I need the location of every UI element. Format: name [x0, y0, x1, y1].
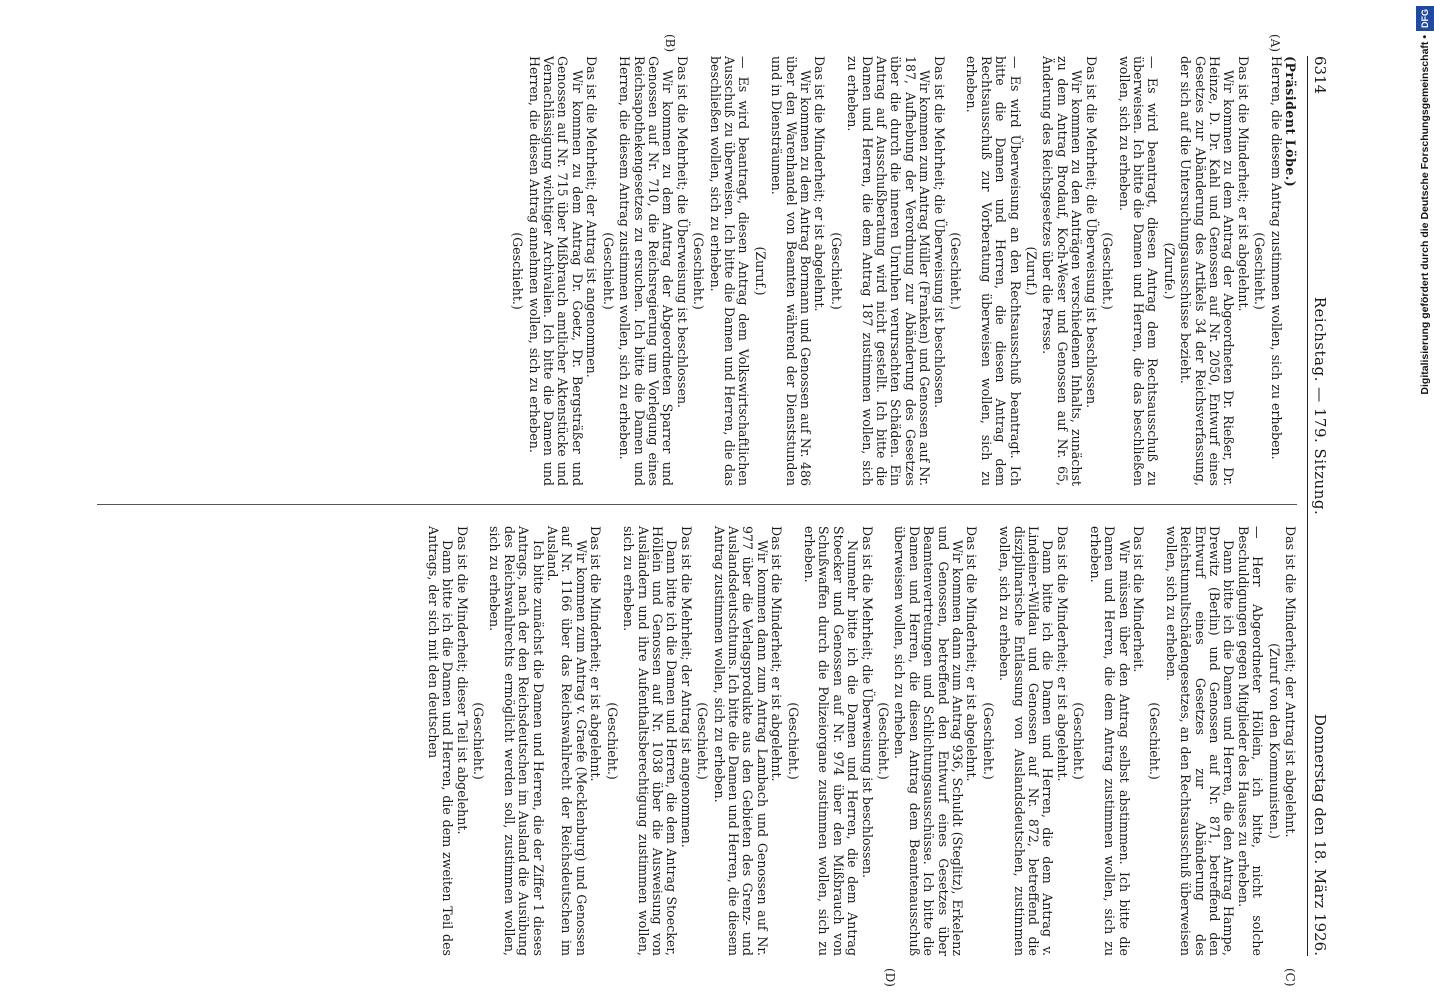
session-title: Reichstag. — 179. Sitzung. — [1311, 296, 1329, 516]
watermark-label: Digitalisierung gefördert durch die Deutsche Forschungsgemeinschaft • — [1419, 35, 1431, 395]
paragraph: Das ist die Minderheit; er ist abgelehnt. — [588, 526, 604, 782]
stage-direction: (Geschieht.) — [1071, 702, 1087, 780]
stage-direction: (Geschieht.) — [510, 232, 526, 310]
paragraph: Das ist die Mehrheit; der Antrag ist angenommen. — [678, 526, 694, 848]
paragraph: Das ist die Minderheit; er ist abgelehnt. — [812, 56, 828, 312]
paragraph: Das ist die Minderheit; er ist abgelehnt. — [964, 526, 980, 782]
stage-direction: (Zuruf.) — [1024, 246, 1040, 296]
stage-direction: (Geschieht.) — [600, 232, 616, 310]
paragraph: Das ist die Mehrheit; die Überweisung ist beschlossen. — [1083, 56, 1099, 409]
paragraph: Wir kommen zum Antrag Müller (Franken) und Genossen auf Nr. 187, Aufhebung der Verordnung zur Abänderung des Gesetzes über die durch die inneren Unruhen verursachten Schäden. Ein Antrag auf Ausschußberatung wird nicht gestellt. Ich bitte die Damen und Herren, die dem Antrag 187 zustimmen wollen, sich zu erheben. — [845, 56, 933, 486]
paragraph: Wir kommen zu dem Antrag der Abgeordneten Dr. Rießer, Dr. Heinze, D. Dr. Kahl und Genossen auf Nr. 2050, Entwurf eines Gesetzes zur Abänderung des Artikels 34 der Reichsverfassung, der sich auf die Untersuchungsausschüsse bezieht. — [1178, 56, 1237, 486]
margin-marker-d: (D) — [883, 968, 897, 987]
paragraph: Das ist die Minderheit; er ist abgelehnt. — [1235, 56, 1251, 312]
paragraph: Dann bitte ich die Damen und Herren, die den Antrag Hampe, Drewitz (Berlin) und Genossen auf Nr. 871, betreffend den Entwurf eines Gesetzes zur Abänderung des Reichstumultschädengesetzes, an den Rechtsausschuß überweisen wollen, sich zu erheben. — [1163, 526, 1237, 956]
session-date: Donnerstag den 18. März 1926. — [1311, 713, 1329, 956]
speaker-label: (Präsident Löbe.) — [1283, 56, 1298, 188]
paragraph: — Herr Abgeordneter Höllein, ich bitte, nicht solche Beschuldigungen gegen Mitglieder des Hauses zu erheben. — [1235, 526, 1266, 956]
paragraph: Wir kommen dann zum Antrag Lambach und Genossen auf Nr. 977 über die Verlagsprodukte aus den Gebieten des Grenz- und Auslandsdeutschtums. Ich bitte die Damen und Herren, die diesem Antrag zustimmen wollen, sich zu erheben. — [711, 526, 770, 956]
stage-direction: (Geschieht.) — [980, 702, 996, 780]
paragraph: — Es wird beantragt, diesen Antrag dem Rechtsausschuß zu überweisen. Ich bitte die Damen und Herren, die das beschließen wollen, sich zu erheben. — [1116, 56, 1161, 486]
column-divider — [97, 504, 1297, 505]
paragraph: Wir kommen zu dem Antrag Dr. Goetz, Dr. Bergsträßer und Genossen auf Nr. 715 über Mißbrauch amtlicher Aktenstücke und Vernachlässigung wichtiger Archivalien. Ich bitte die Damen und Herren, die diesen Antrag annehmen wollen, sich zu erheben. — [526, 56, 585, 486]
paragraph: Wir kommen zu dem Antrag der Abgeordneten Sparrer und Genossen auf Nr. 710, die Reichsregierung um Vorlegung eines Reichsapothekengesetzes zu ersuchen. Ich bitte die Damen und Herren, die diesem Antrag zustimmen wollen, sich zu erheben. — [617, 56, 676, 486]
margin-marker-c: (C) — [1283, 968, 1297, 987]
paragraph: Das ist die Mehrheit; die Überweisung ist beschlossen. — [674, 56, 690, 409]
paragraph: Das ist die Mehrheit; die Überweisung ist beschlossen. — [931, 56, 947, 409]
watermark-text — [1416, 0, 1434, 1000]
right-column — [425, 526, 1297, 956]
stage-direction: (Geschieht.) — [948, 232, 964, 310]
paragraph: — Es wird Überweisung an den Rechtsausschuß beantragt. Ich bitte die Damen und Herren, die diesen Antrag dem Rechtsausschuß zur Vorberatung überweisen wollen, sich zu erheben. — [964, 56, 1023, 486]
paragraph: Das ist die Mehrheit; der Antrag ist angenommen. — [584, 56, 600, 378]
stage-direction: (Geschieht.) — [1100, 232, 1116, 310]
left-column — [508, 56, 1297, 486]
paragraph: Nunmehr bitte ich die Damen und Herren, die dem Antrag Stoecker und Genossen auf Nr. 974 über den Mißbrauch von Schußwaffen durch die Polizeiorgane zustimmen wollen, sich zu erheben. — [802, 526, 861, 956]
stage-direction: (Geschieht.) — [695, 702, 711, 780]
paragraph: Wir kommen zu dem Antrag Bormann und Genossen auf Nr. 486 über den Warenhandel von Beamten während der Dienststunden und in Diensträumen. — [769, 56, 813, 486]
page-number: 6314 — [1311, 56, 1329, 95]
margin-marker-b: (B) — [663, 34, 677, 53]
stage-direction: (Geschieht.) — [1147, 702, 1163, 780]
paragraph: Dann bitte ich die Damen und Herren, die dem Antrag Stoecker, Höllein und Genossen auf Nr. 1038 über die Ausweisung von Ausländern und ihre Aufenthaltsberechtigung zustimmen wollen, sich zu erheben. — [621, 526, 680, 956]
paragraph: — Es wird beantragt, diesen Antrag dem Volkswirtschaftlichen Ausschuß zu überweisen. Ich bitte die Damen und Herren, die das beschließen wollen, sich zu erheben. — [707, 56, 752, 486]
stage-direction: (Geschieht.) — [785, 702, 801, 780]
paragraph: Herren, die diesem Antrag zustimmen wollen, sich zu erheben. — [1268, 56, 1284, 460]
stage-direction: (Zuruf von den Kommunisten.) — [1266, 643, 1282, 839]
paragraph: Wir kommen zu den Anträgen verschiedenen Inhalts, zunächst zu dem Antrag Brodauf, Koch-Weser und Genossen auf Nr. 65, Änderung des Reichsgesetzes über die Presse. — [1040, 56, 1085, 486]
document-page — [57, 34, 1337, 987]
paragraph: Wir kommen zum Antrag v. Graefe (Mecklenburg) und Genossen auf Nr. 1166 über das Reichswahlrecht der Reichsdeutschen im Ausland. — [545, 526, 589, 956]
paragraph: Das ist die Minderheit; er ist abgelehnt. — [1054, 526, 1070, 782]
paragraph: Wir kommen dann zum Antrag 936, Schuldt (Steglitz), Erkelenz und Genossen, betreffend den Entwurf eines Gesetzes über Beamtenvertretungen und Schlichtungsausschüsse. Ich bitte die Damen und Herren, die diesen Antrag dem Beamtenausschuß überweisen wollen, sich zu erheben. — [892, 526, 966, 956]
dfg-watermark — [1416, 0, 1434, 1000]
stage-direction: (Geschieht.) — [1252, 232, 1268, 310]
paragraph: Ich bitte zunächst die Damen und Herren, die der Ziffer 1 dieses Antrags, nach der den Reichsdeutschen im Ausland die Ausübung des Reichswahlrechts ermöglicht werden soll, zustimmen wollen, sich zu erheben. — [487, 526, 546, 956]
page-header — [1307, 56, 1337, 956]
paragraph: Dann bitte ich die Damen und Herren, die dem Antrag v. Lindeiner-Wildau und Genossen auf Nr. 872, betreffend die disziplinarische Entlassung von Auslandsdeutschen, zustimmen wollen, sich zu erheben. — [997, 526, 1056, 956]
paragraph: Das ist die Mehrheit; die Überweisung ist beschlossen. — [859, 526, 875, 879]
stage-direction: (Geschieht.) — [604, 702, 620, 780]
stage-direction: (Zuruf.) — [752, 246, 768, 296]
paragraph: Wir müssen über den Antrag selbst abstimmen. Ich bitte die Damen und Herren, die dem Antrag zustimmen wollen, sich zu erheben. — [1087, 526, 1132, 956]
margin-marker-a: (A) — [1268, 34, 1282, 53]
stage-direction: (Geschieht.) — [691, 232, 707, 310]
paragraph: Dann bitte ich die Damen und Herren, die dem zweiten Teil des Antrags, der sich mit den deutschen — [425, 526, 456, 956]
paragraph: Das ist die Minderheit; der Antrag ist abgelehnt. — [1283, 526, 1298, 838]
stage-direction: (Geschieht.) — [471, 702, 487, 780]
stage-direction: (Geschieht.) — [876, 702, 892, 780]
paragraph: Das ist die Minderheit; dieser Teil ist abgelehnt. — [454, 526, 470, 835]
dfg-logo: DFG — [1416, 6, 1434, 31]
paragraph: Das ist die Minderheit. — [1130, 526, 1146, 673]
paragraph: Das ist die Minderheit; er ist abgelehnt. — [769, 526, 785, 782]
stage-direction: (Zurufe.) — [1161, 242, 1177, 300]
stage-direction: (Geschieht.) — [828, 232, 844, 310]
